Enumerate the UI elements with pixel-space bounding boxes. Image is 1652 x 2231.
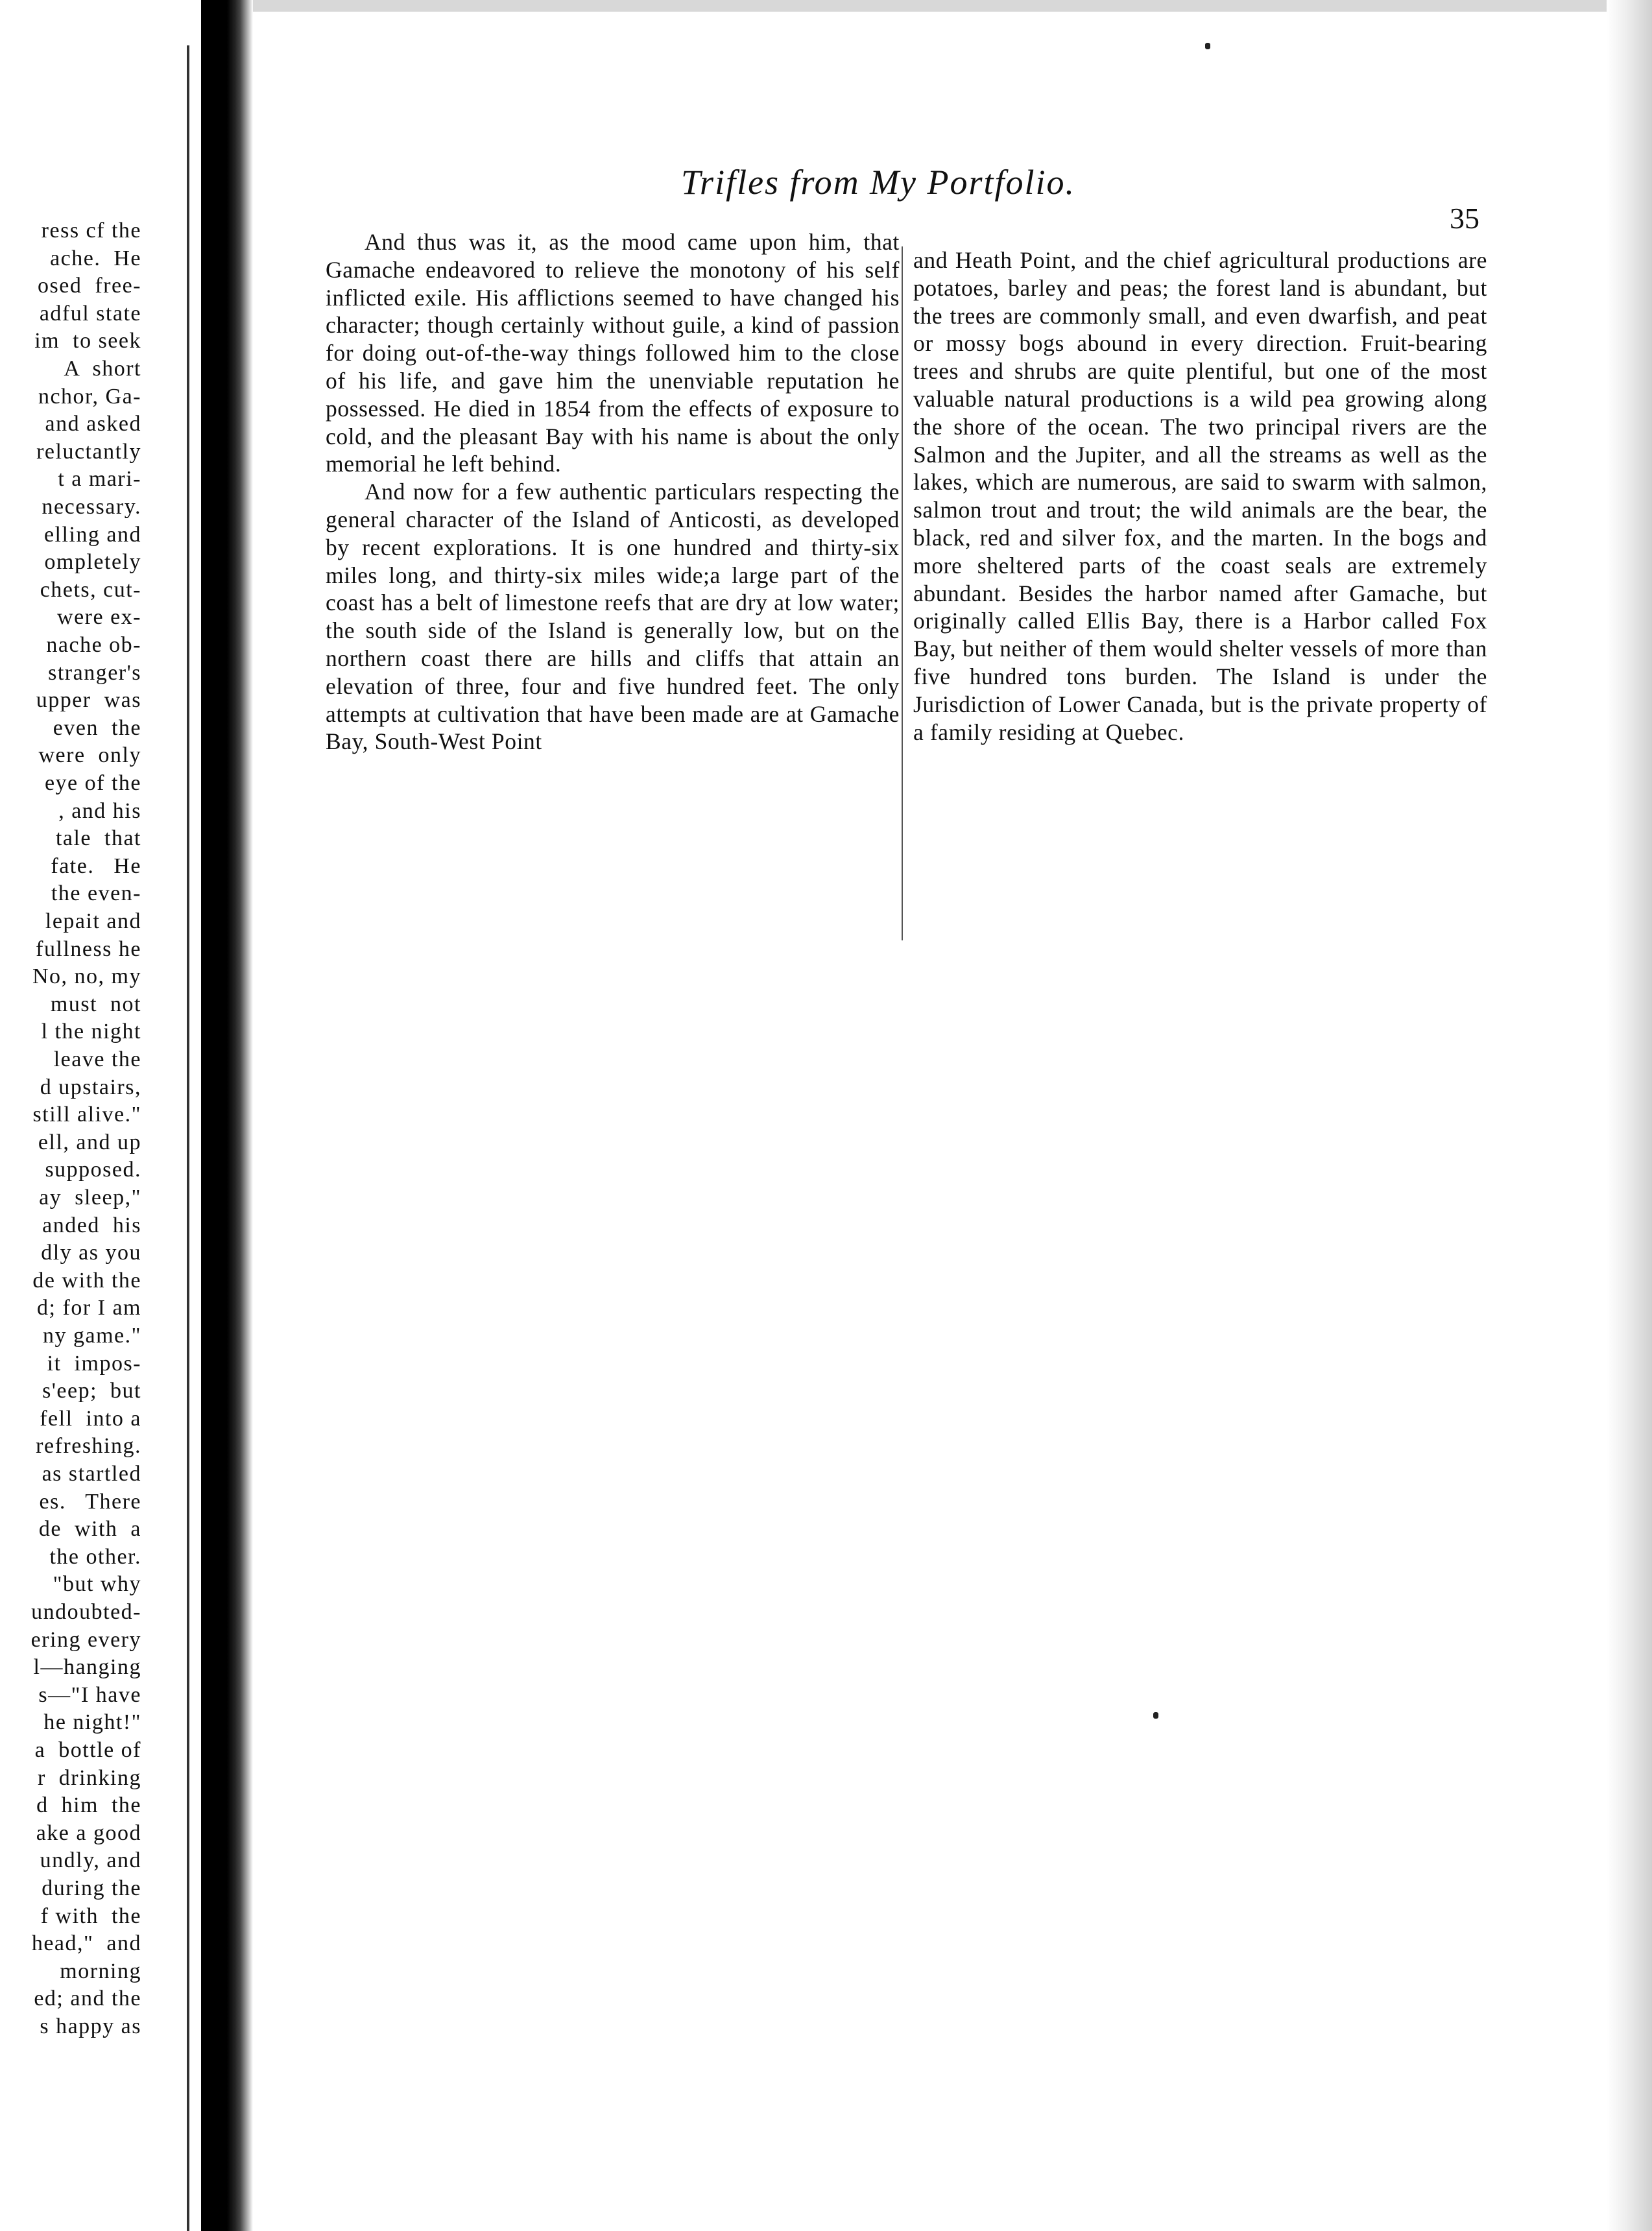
facing-page-line: he night!" — [43, 1710, 141, 1735]
facing-page-line: stranger's — [48, 660, 141, 685]
facing-page-line: A short — [64, 357, 141, 381]
page-edge-shadow — [1607, 0, 1652, 2231]
facing-page-line: ell, and up — [38, 1130, 141, 1154]
text-column-left — [326, 228, 900, 756]
page-gutter-line — [187, 45, 189, 2231]
facing-page-line: supposed. — [45, 1158, 141, 1182]
facing-page-line: it impos- — [47, 1351, 141, 1376]
facing-page-line: ering every — [30, 1627, 141, 1652]
column-divider — [902, 246, 903, 940]
facing-page-line: the other. — [49, 1544, 141, 1569]
facing-page-fragment — [0, 0, 195, 2231]
facing-page-line: ake a good — [36, 1820, 141, 1845]
facing-page-line: fullness he — [36, 937, 141, 961]
facing-page-line: l the night — [41, 1020, 141, 1044]
facing-page-line: nache ob- — [46, 633, 141, 657]
facing-page-line: ache. He — [50, 246, 141, 270]
running-title: Trifles from My Portfolio. — [681, 163, 1076, 202]
facing-page-line: , and his — [58, 798, 141, 823]
facing-page-line: s—"I have — [38, 1682, 141, 1707]
facing-page-line: es. There — [39, 1489, 141, 1514]
facing-page-line: during the — [42, 1876, 141, 1900]
text-column-right — [913, 246, 1487, 746]
facing-page-line: chets, cut- — [40, 577, 141, 602]
facing-page-line: ay sleep," — [39, 1186, 141, 1210]
facing-page-line: even the — [53, 715, 141, 740]
facing-page-line: refreshing. — [36, 1434, 141, 1459]
facing-page-line: as startled — [42, 1462, 141, 1486]
book-gutter-shadow — [201, 0, 253, 2231]
facing-page-line: d upstairs, — [40, 1075, 141, 1099]
facing-page-line: a bottle of — [34, 1738, 141, 1762]
facing-page-line: ed; and the — [34, 1986, 141, 2011]
facing-page-line: reluctantly — [36, 439, 141, 464]
facing-page-line: osed free- — [38, 274, 141, 298]
facing-page-line: must not — [50, 992, 141, 1016]
facing-page-line: upper was — [36, 688, 141, 713]
facing-page-line: l—hanging — [33, 1655, 141, 1680]
facing-page-line: f with the — [40, 1903, 141, 1928]
facing-page-line: dly as you — [41, 1241, 141, 1265]
facing-page-line: undly, and — [40, 1848, 141, 1873]
facing-page-line: ompletely — [44, 550, 141, 575]
facing-page-line: were only — [38, 743, 141, 768]
facing-page-line: fell into a — [40, 1406, 141, 1431]
page-top-edge — [253, 0, 1652, 12]
paragraph: And now for a few authentic particulars respecting the general character of the Island of Anticosti, as developed by recent explorations. It is one hundred and thirty-six miles long, and thirty-six miles wide;a large part of the coast has a belt of limestone reefs that are dry at low water; the south side of the Island is generally low, but on the northern coast there are hills and cliffs that attain an elevation of three, four and five hundred feet. The only attempts at cultivation that have been made are at Gamache Bay, South-West Point — [326, 479, 900, 755]
facing-page-line: s'eep; but — [42, 1379, 141, 1403]
facing-page-line: ny game." — [42, 1324, 141, 1348]
paragraph: And thus was it, as the mood came upon him, that Gamache endeavored to relieve the monotony of his self inflicted exile. His afflictions seemed to have changed his character; though certainly without guile, a kind of passion for doing out-of-the-way things followed him to the close of his life, and gave him the unenviable reputation he possessed. He died in 1854 from the effects of exposure to cold, and the pleasant Bay with his name is about the only memorial he left behind. — [326, 229, 900, 477]
facing-page-line: were ex- — [57, 605, 141, 630]
facing-page-line: ress cf the — [41, 219, 141, 243]
facing-page-line: de with a — [38, 1517, 141, 1542]
facing-page-line: head," and — [31, 1931, 141, 1956]
facing-page-line: de with the — [32, 1268, 141, 1293]
page — [253, 0, 1652, 2231]
facing-page-line: r drinking — [37, 1765, 141, 1790]
facing-page-line: and asked — [45, 412, 141, 436]
facing-page-line: d; for I am — [37, 1296, 141, 1320]
paragraph: and Heath Point, and the chief agricultural productions are potatoes, barley and peas; the forest land is abundant, but the trees are commonly small, and even dwarfish, and peat or mossy bogs abound in every direction. Fruit-bearing trees and shrubs are quite plentiful, but one of the most valuable natural productions is a wild pea growing along the shore of the ocean. The two principal rivers are the Salmon and the Jupiter, and all the streams as well as the lakes, which are numerous, are said to swarm with salmon, salmon trout and trout; the wild animals are the bear, the black, red and silver fox, and the marten. In the bogs and more sheltered parts of the coast seals are extremely abundant. Besides the harbor named after Gamache, but originally called Ellis Bay, there is a Harbor called Fox Bay, but neither of them would shelter vessels of more than five hundred tons burden. The Island is under the Jurisdiction of Lower Canada, but is the private property of a family residing at Quebec. — [913, 247, 1487, 745]
facing-page-line: anded his — [42, 1213, 141, 1237]
ink-speck — [1205, 43, 1210, 49]
facing-page-line: "but why — [53, 1572, 141, 1597]
facing-page-line: No, no, my — [32, 964, 141, 989]
facing-page-line: necessary. — [42, 495, 141, 519]
facing-page-line: adful state — [39, 301, 141, 326]
facing-page-line: lepait and — [45, 909, 141, 933]
facing-page-line: nchor, Ga- — [38, 384, 141, 409]
facing-page-line: still alive." — [32, 1103, 141, 1127]
ink-speck — [1153, 1712, 1158, 1719]
facing-page-line: morning — [60, 1959, 141, 1983]
facing-page-line: s happy as — [40, 2014, 141, 2038]
facing-page-line: fate. He — [51, 853, 141, 878]
facing-page-line: undoubted- — [31, 1600, 141, 1624]
facing-page-line: tale that — [55, 826, 141, 851]
facing-page-line: im to seek — [34, 329, 141, 353]
facing-page-line: elling and — [43, 522, 141, 547]
facing-page-line: d him the — [36, 1793, 141, 1818]
page-number: 35 — [1450, 202, 1479, 235]
facing-page-line: leave the — [53, 1047, 141, 1071]
facing-page-line: eye of the — [44, 771, 141, 795]
facing-page-line: t a mari- — [58, 467, 141, 492]
facing-page-line: the even- — [51, 881, 141, 906]
